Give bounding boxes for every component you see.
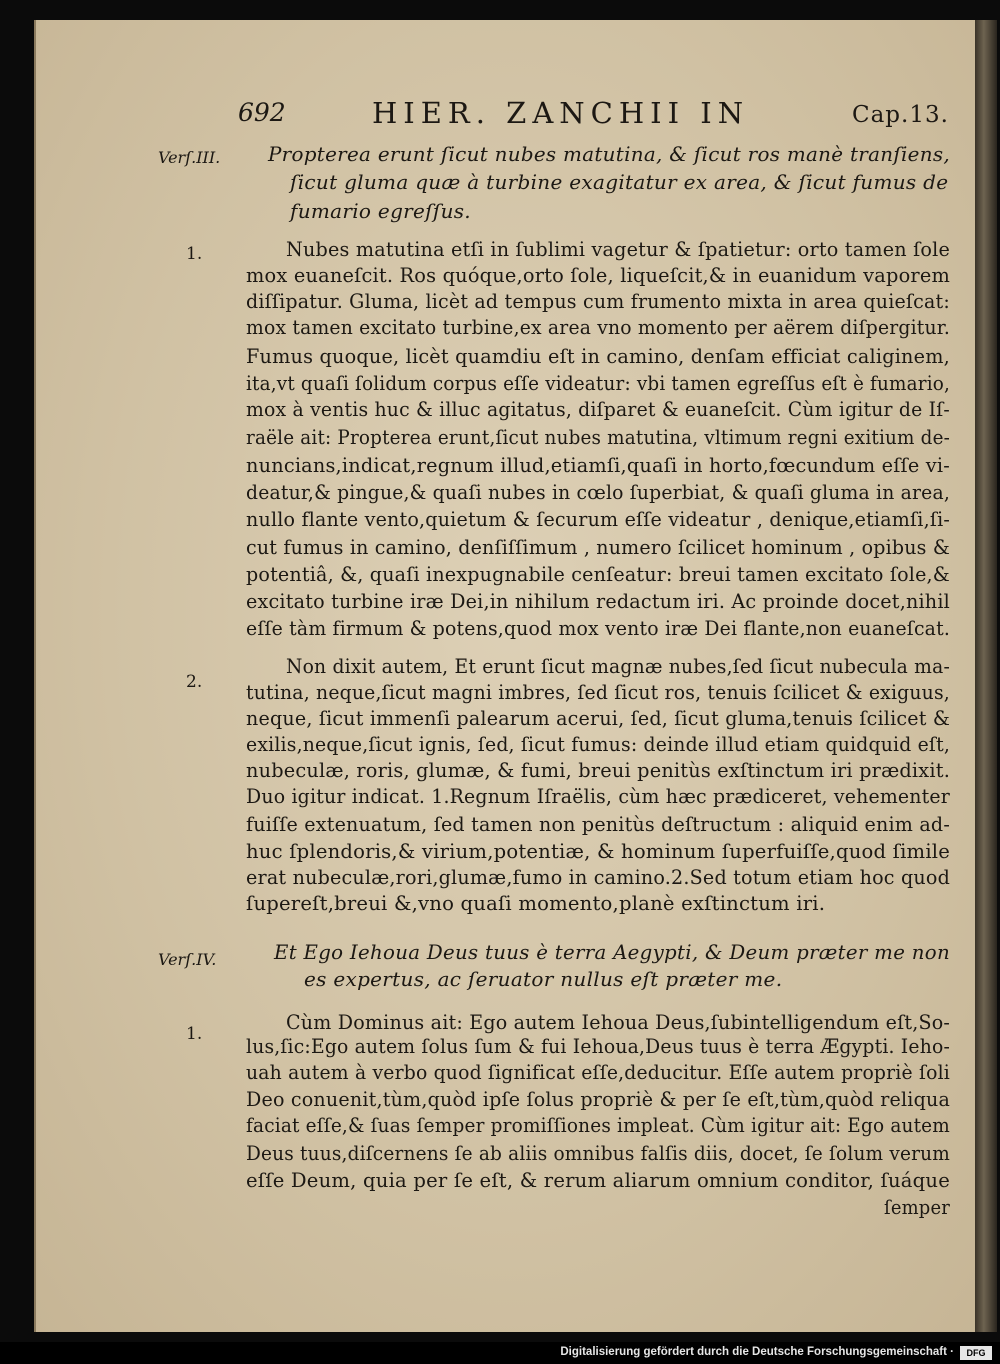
- text-line: Nubes matutina etſi in ſublimi vagetur & ſpatietur: orto tamen ſole: [286, 238, 951, 261]
- verse-label: Verſ.IV.: [158, 950, 217, 969]
- catchword: ſemper: [884, 1196, 951, 1219]
- text-line: nuncians,indicat,regnum illud,etiamſi,quaſi in horto,fœcundum eſſe vi-: [246, 454, 950, 477]
- verse-line: Et Ego Iehoua Deus tuus è terra Aegypti, & Deum præter me non: [274, 940, 950, 964]
- text-line: cut fumus in camino, denſiſſimum , numero ſcilicet hominum , opibus &: [246, 536, 950, 559]
- verse-label: Verſ.III.: [158, 148, 221, 167]
- verse-line: Propterea erunt ſicut nubes matutina, & ſicut ros manè tranſiens,: [268, 142, 950, 166]
- text-line: mox euaneſcit. Ros quóque,orto ſole, liqueſcit,& in euanidum vaporem: [246, 264, 951, 287]
- text-line: ita,vt quaſi ſolidum corpus eſſe videatur: vbi tamen egreſſus eſt è fumario,: [246, 372, 951, 395]
- text-line: neque, ſicut immenſi palearum acerui, ſed, ſicut gluma,tenuis ſcilicet &: [246, 707, 951, 730]
- text-line: potentiâ, &, quaſi inexpugnabile cenſeatur: breui tamen excitato ſole,&: [246, 563, 950, 586]
- text-line: eſſe Deum, quia per ſe eſt, & rerum aliarum omnium conditor, ſuáque: [246, 1169, 950, 1192]
- footer-credit: Digitalisierung gefördert durch die Deutsche Forschungsgemeinschaft ·: [560, 1346, 954, 1358]
- text-line: erat nubeculæ,rori,glumæ,fumo in camino.2.Sed totum etiam hoc quod: [246, 866, 951, 889]
- text-line: deatur,& pingue,& quaſi nubes in cœlo ſuperbiat, & quaſi gluma in area,: [246, 481, 950, 504]
- text-line: Fumus quoque, licèt quamdiu eſt in camino, denſam efficiat caliginem,: [246, 345, 950, 368]
- verse-line: fumario egreſſus.: [290, 199, 471, 223]
- text-line: raële ait: Propterea erunt,ſicut nubes matutina, vltimum regni exitium de-: [246, 426, 951, 449]
- text-line: nubeculæ, roris, glumæ, & fumi, breui penitùs exſtinctum iri prædixit.: [246, 759, 951, 782]
- chapter-label: Cap.13.: [852, 102, 949, 128]
- text-line: uah autem à verbo quod ſignificat eſſe,deducitur. Eſſe autem propriè ſoli: [246, 1061, 950, 1084]
- footer-bar: [0, 1342, 1000, 1364]
- text-line: exilis,neque,ſicut ignis, ſed, ſicut fumus: deinde illud etiam quidquid eſt,: [246, 733, 951, 756]
- text-line: diſſipatur. Gluma, licèt ad tempus cum frumento mixta in area quieſcat:: [246, 290, 950, 313]
- verse-line: ſicut gluma quæ à turbine exagitatur ex area, & ſicut fumus de: [290, 170, 949, 194]
- book-spine-edge: [975, 20, 997, 1332]
- verse-line: es expertus, ac ſeruator nullus eſt præter me.: [304, 967, 783, 991]
- running-title: HIER. ZANCHII IN: [372, 96, 750, 130]
- text-line: fuiſſe extenuatum, ſed tamen non penitùs deſtructum : aliquid enim ad-: [246, 813, 950, 836]
- text-line: lus,ſic:Ego autem ſolus ſum & fui Iehoua,Deus tuus è terra Ægypti. Ieho-: [246, 1035, 950, 1058]
- text-line: faciat eſſe,& ſuas ſemper promiſſiones impleat. Cùm igitur ait: Ego autem: [246, 1114, 950, 1137]
- text-line: mox à ventis huc & illuc agitatus, diſparet & euaneſcit. Cùm igitur de Iſ-: [246, 398, 950, 421]
- paragraph-number: 1.: [186, 1024, 203, 1044]
- text-line: Duo igitur indicat. 1.Regnum Iſraëlis, cùm hæc prædiceret, vehementer: [246, 785, 951, 808]
- paragraph-number: 1.: [186, 244, 203, 264]
- text-line: eſſe tàm firmum & potens,quod mox vento iræ Dei flante,non euaneſcat.: [246, 617, 951, 640]
- text-line: mox tamen excitato turbine,ex area vno momento per aërem diſpergitur.: [246, 316, 951, 339]
- dfg-logo: DFG: [960, 1346, 992, 1360]
- text-line: Cùm Dominus ait: Ego autem Iehoua Deus,ſubintelligendum eſt,So-: [286, 1011, 951, 1034]
- text-line: huc ſplendoris,& virium,potentiæ, & hominum ſuperfuiſſe,quod ſimile: [246, 840, 951, 863]
- text-line: nullo flante vento,quietum & ſecurum eſſe videatur , denique,etiamſi,ſi-: [246, 508, 951, 531]
- text-line: excitato turbine iræ Dei,in nihilum redactum iri. Ac proinde docet,nihil: [246, 590, 950, 613]
- text-line: tutina, neque,ſicut magni imbres, ſed ſicut ros, tenuis ſcilicet & exiguus,: [246, 681, 950, 704]
- text-line: Deo conuenit,tùm,quòd ipſe ſolus propriè & per ſe eſt,tùm,quòd reliqua: [246, 1088, 951, 1111]
- page-number: 692: [238, 98, 286, 127]
- paragraph-number: 2.: [186, 672, 203, 692]
- text-line: ſupereſt,breui &,vno quaſi momento,planè exſtinctum iri.: [246, 892, 826, 915]
- text-line: Deus tuus,diſcernens ſe ab aliis omnibus falſis diis, docet, ſe ſolum verum: [246, 1142, 951, 1165]
- text-line: Non dixit autem, Et erunt ſicut magnæ nubes,ſed ſicut nubecula ma-: [286, 655, 950, 678]
